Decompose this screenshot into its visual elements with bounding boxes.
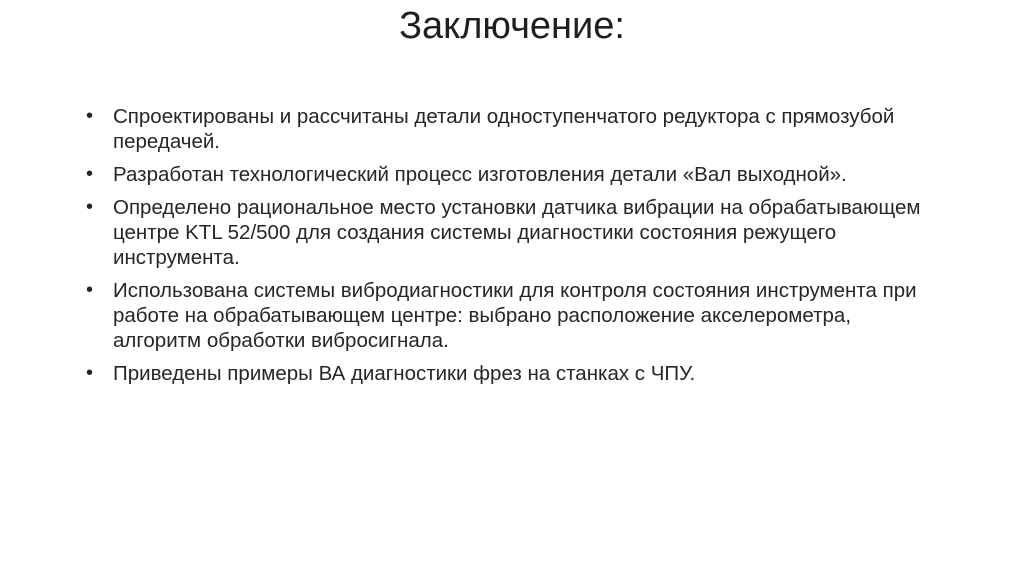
bullet-text: Разработан технологический процесс изготовления детали «Вал выходной». — [113, 163, 847, 186]
bullet-text: Приведены примеры ВА диагностики фрез на станках с ЧПУ. — [113, 362, 696, 385]
bullet-item — [86, 162, 936, 187]
bullet-item — [86, 195, 936, 270]
bullet-text: Использована системы вибродиагностики для контроля состояния инструмента при работе на обрабатывающем центре: выбрано расположение акселерометра, алгоритм обработки вибросигнала. — [113, 279, 917, 352]
bullet-icon: • — [86, 163, 94, 185]
bullet-text: Определено рациональное место установки датчика вибрации на обрабатывающем центре KTL 52/500 для создания системы диагностики состояния режущего инструмента. — [113, 196, 921, 269]
bullet-icon: • — [86, 362, 94, 384]
slide-title: Заключение: — [399, 5, 625, 47]
bullet-icon: • — [86, 105, 94, 127]
bullet-list — [86, 104, 936, 394]
bullet-item — [86, 104, 936, 154]
bullet-text: Спроектированы и рассчитаны детали одноступенчатого редуктора с прямозубой передачей. — [113, 105, 895, 153]
bullet-item — [86, 361, 936, 386]
bullet-item — [86, 278, 936, 353]
bullet-icon: • — [86, 196, 94, 218]
bullet-icon: • — [86, 279, 94, 301]
